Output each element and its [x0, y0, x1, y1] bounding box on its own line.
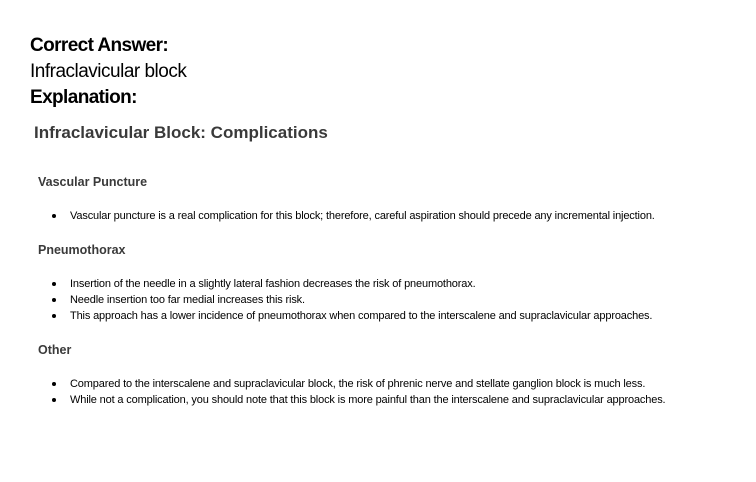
- explanation-label: Explanation:: [30, 87, 137, 108]
- section-heading: Other: [38, 343, 72, 357]
- bullet-dot-icon: [52, 398, 56, 402]
- list-item: [38, 376, 738, 392]
- list-item-text: This approach has a lower incidence of pneumothorax when compared to the interscalene and supraclavicular approaches.: [70, 310, 653, 322]
- section-heading: Pneumothorax: [38, 243, 126, 257]
- bullet-dot-icon: [52, 282, 56, 286]
- list-item-text: Needle insertion too far medial increases this risk.: [70, 294, 305, 306]
- bullet-list: [38, 376, 738, 408]
- list-item-text: Insertion of the needle in a slightly lateral fashion decreases the risk of pneumothorax.: [70, 278, 476, 290]
- correct-answer-value: Infraclavicular block: [30, 61, 187, 82]
- bullet-dot-icon: [52, 214, 56, 218]
- section-heading: Vascular Puncture: [38, 175, 148, 189]
- bullet-list: [38, 276, 738, 324]
- bullet-dot-icon: [52, 382, 56, 386]
- bullet-dot-icon: [52, 298, 56, 302]
- bullet-dot-icon: [52, 314, 56, 318]
- list-item: [38, 208, 738, 224]
- article-title: Infraclavicular Block: Complications: [34, 123, 328, 142]
- section-vascular-puncture: [38, 173, 738, 224]
- list-item-text: Compared to the interscalene and supraclavicular block, the risk of phrenic nerve and stellate ganglion block is much less.: [70, 378, 646, 390]
- list-item: [38, 308, 738, 324]
- list-item: [38, 276, 738, 292]
- bullet-list: [38, 208, 738, 224]
- section-other: [38, 341, 738, 408]
- list-item: [38, 392, 738, 408]
- list-item-text: While not a complication, you should note that this block is more painful than the interscalene and supraclavicular approaches.: [70, 394, 666, 406]
- section-pneumothorax: [38, 241, 738, 324]
- answer-block: [30, 33, 730, 111]
- list-item-text: Vascular puncture is a real complication for this block; therefore, careful aspiration should precede any incremental injection.: [70, 210, 655, 222]
- correct-answer-label: Correct Answer:: [30, 35, 169, 56]
- list-item: [38, 292, 738, 308]
